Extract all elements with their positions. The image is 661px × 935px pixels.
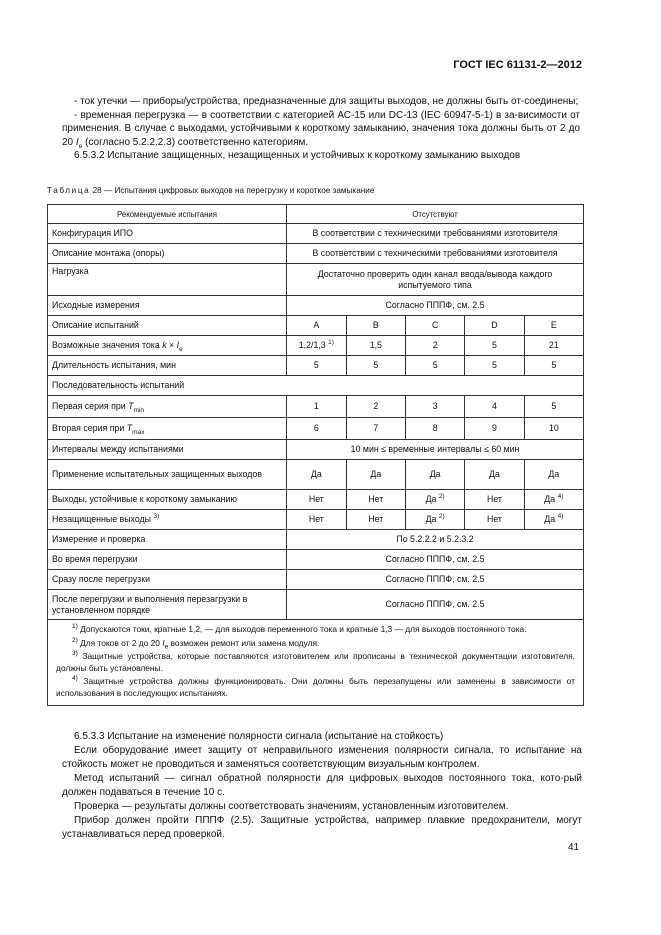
- row-value: По 5.2.2.2 и 5.2.3.2: [287, 530, 584, 550]
- cell: 5: [406, 356, 465, 376]
- cell: Да: [524, 460, 583, 490]
- cell: 2: [346, 396, 405, 418]
- cell: A: [287, 316, 347, 336]
- table-row: [48, 376, 584, 396]
- row-value: Достаточно проверить один канал ввода/вывода каждого испытуемого типа: [287, 264, 584, 296]
- row-label: Выходы, устойчивые к короткому замыканию: [48, 490, 287, 510]
- row-label: Возможные значения тока $k \times I_e$: [48, 336, 287, 356]
- table-row: [48, 296, 584, 316]
- body-paragraph: Прибор должен пройти ПППФ (2.5). Защитные устройства, например плавкие предохранители, могут устанавливаться перед проверкой.: [62, 815, 582, 840]
- table-row: [48, 224, 584, 244]
- row-label: Измерение и проверка: [48, 530, 287, 550]
- cell: Да: [406, 460, 465, 490]
- cell: 5: [524, 396, 583, 418]
- cell: D: [465, 316, 524, 336]
- cell: Да $^{4)}$: [524, 490, 583, 510]
- row-label: Нагрузка: [48, 264, 287, 296]
- table-row: [48, 244, 584, 264]
- cell: 8: [406, 418, 465, 440]
- cell: E: [524, 316, 583, 336]
- cell: Да: [346, 460, 405, 490]
- cell: Нет: [287, 510, 347, 530]
- cell: Да $^{2)}$: [406, 510, 465, 530]
- table-row: [48, 570, 584, 590]
- cell: 5: [465, 336, 524, 356]
- table-header-row: [48, 205, 584, 224]
- table-row: [48, 336, 584, 356]
- header-absent: Отсутствуют: [287, 205, 584, 224]
- cell: Нет: [465, 490, 524, 510]
- table-row: [48, 356, 584, 376]
- cell: Да: [287, 460, 347, 490]
- table-row: [48, 550, 584, 570]
- cell: Да: [465, 460, 524, 490]
- row-label: Во время перегрузки: [48, 550, 287, 570]
- body-paragraph: Проверка — результаты должны соответствовать значениям, установленным изготовителем.: [74, 801, 509, 812]
- cell: Да $^{4)}$: [524, 510, 583, 530]
- table-notes-row: [48, 620, 584, 706]
- cell: 5: [346, 356, 405, 376]
- table-row: [48, 530, 584, 550]
- row-label: Вторая серия при $T_{max}$: [48, 418, 287, 440]
- overload-test-table: [47, 204, 584, 706]
- cell: 7: [346, 418, 405, 440]
- cell: Нет: [346, 510, 405, 530]
- cell: 3: [406, 396, 465, 418]
- row-label: Описание испытаний: [48, 316, 287, 336]
- leakage-paragraph: - ток утечки — приборы/устройства, предназначенные для защиты выходов, не должны быть от-соединены;: [74, 96, 579, 107]
- cell: 10: [524, 418, 583, 440]
- table-row: [48, 264, 584, 296]
- cell: 9: [465, 418, 524, 440]
- table-note: $^{3)}$ Защитные устройства, которые поставляются изготовителем или прописаны в технической документации изготовителя, должны быть установлены.: [56, 650, 575, 673]
- document-header: ГОСТ IEC 61131-2—2012: [453, 59, 582, 71]
- table-row: [48, 460, 584, 490]
- cell: 5: [465, 356, 524, 376]
- row-label: Последовательность испытаний: [48, 376, 584, 396]
- body-paragraph: Если оборудование имеет защиту от неправильного изменения полярности сигнала, то испытание на стойкость может не проводиться и заменяться соответствующим визуальным контролем.: [62, 745, 582, 770]
- table-caption: Таблица 28 — Испытания цифровых выходов на перегрузку и короткое замыкание: [47, 186, 375, 195]
- row-label: После перегрузки и выполнения перезагрузки в установленном порядке: [48, 590, 287, 620]
- cell: 1,5: [346, 336, 405, 356]
- table-row: [48, 440, 584, 460]
- table-row: [48, 490, 584, 510]
- section-6-5-3-3-heading: 6.5.3.3 Испытание на изменение полярности сигнала (испытание на стойкость): [74, 731, 444, 742]
- page-number: 41: [568, 842, 580, 853]
- cell: 21: [524, 336, 583, 356]
- table-note: $^{2)}$ Для токов от 2 до 20 $I_e$ возможен ремонт или замена модуля.: [72, 636, 320, 651]
- table-row: [48, 396, 584, 418]
- cell: 4: [465, 396, 524, 418]
- cell: 1,2/1,3 $^{1)}$: [287, 336, 347, 356]
- cell: 5: [287, 356, 347, 376]
- table-row: [48, 418, 584, 440]
- row-label: Исходные измерения: [48, 296, 287, 316]
- cell: Нет: [465, 510, 524, 530]
- table-note: $^{1)}$ Допускаются токи, кратные 1,2, — для выходов переменного тока и кратные 1,3 — для выходов постоянного тока.: [72, 623, 527, 634]
- header-recommended-tests: Рекомендуемые испытания: [48, 205, 287, 224]
- body-paragraph: Метод испытаний — сигнал обратной полярности для цифровых выходов постоянного тока, кото-рый должен подаваться в течение 10 с.: [62, 773, 582, 798]
- cell: 6: [287, 418, 347, 440]
- row-value: 10 мин ≤ временные интервалы ≤ 60 мин: [287, 440, 584, 460]
- row-label: Незащищенные выходы $^{3)}$: [48, 510, 287, 530]
- row-label: Сразу после перегрузки: [48, 570, 287, 590]
- cell: 2: [406, 336, 465, 356]
- row-label: Конфигурация ИПО: [48, 224, 287, 244]
- row-value: В соответствии с техническими требованиями изготовителя: [287, 244, 584, 264]
- row-value: Согласно ПППФ, см. 2.5: [287, 550, 584, 570]
- row-label: Интервалы между испытаниями: [48, 440, 287, 460]
- row-value: Согласно ПППФ, см. 2.5: [287, 590, 584, 620]
- row-label: Первая серия при $T_{min}$: [48, 396, 287, 418]
- section-6-5-3-3: [62, 730, 582, 842]
- table-row: [48, 590, 584, 620]
- table-row: [48, 510, 584, 530]
- row-label: Длительность испытания, мин: [48, 356, 287, 376]
- row-label: Применение испытательных защищенных выходов: [48, 460, 287, 490]
- row-value: В соответствии с техническими требованиями изготовителя: [287, 224, 584, 244]
- cell: Нет: [346, 490, 405, 510]
- row-label: Описание монтажа (опоры): [48, 244, 287, 264]
- table-notes: [48, 620, 584, 706]
- cell: Да $^{2)}$: [406, 490, 465, 510]
- cell: 1: [287, 396, 347, 418]
- cell: 5: [524, 356, 583, 376]
- overload-paragraph: - временная перегрузка — в соответствии с категорией АС-15 или DC-13 (IEC 60947-5-1) в за-висимости от применения. В случае с выходами, устойчивыми к короткому замыканию, значения тока должны быть от 2 до 20 $I_e$ (согласно 5.2.2.2.3) соответственно категориям.: [62, 109, 580, 150]
- row-value: Согласно ПППФ, см. 2.5: [287, 570, 584, 590]
- cell: Нет: [287, 490, 347, 510]
- table-row: [48, 316, 584, 336]
- section-6-5-3-2-heading: 6.5.3.2 Испытание защищенных, незащищенных и устойчивых к короткому замыканию выходов: [74, 150, 521, 161]
- row-value: Согласно ПППФ, см. 2.5: [287, 296, 584, 316]
- intro-text: [62, 95, 580, 163]
- cell: B: [346, 316, 405, 336]
- table-note: $^{4)}$ Защитные устройства должны функционировать. Они должны быть перезапущены или заменены в зависимости от использования в последующих испытаниях.: [56, 675, 575, 698]
- cell: C: [406, 316, 465, 336]
